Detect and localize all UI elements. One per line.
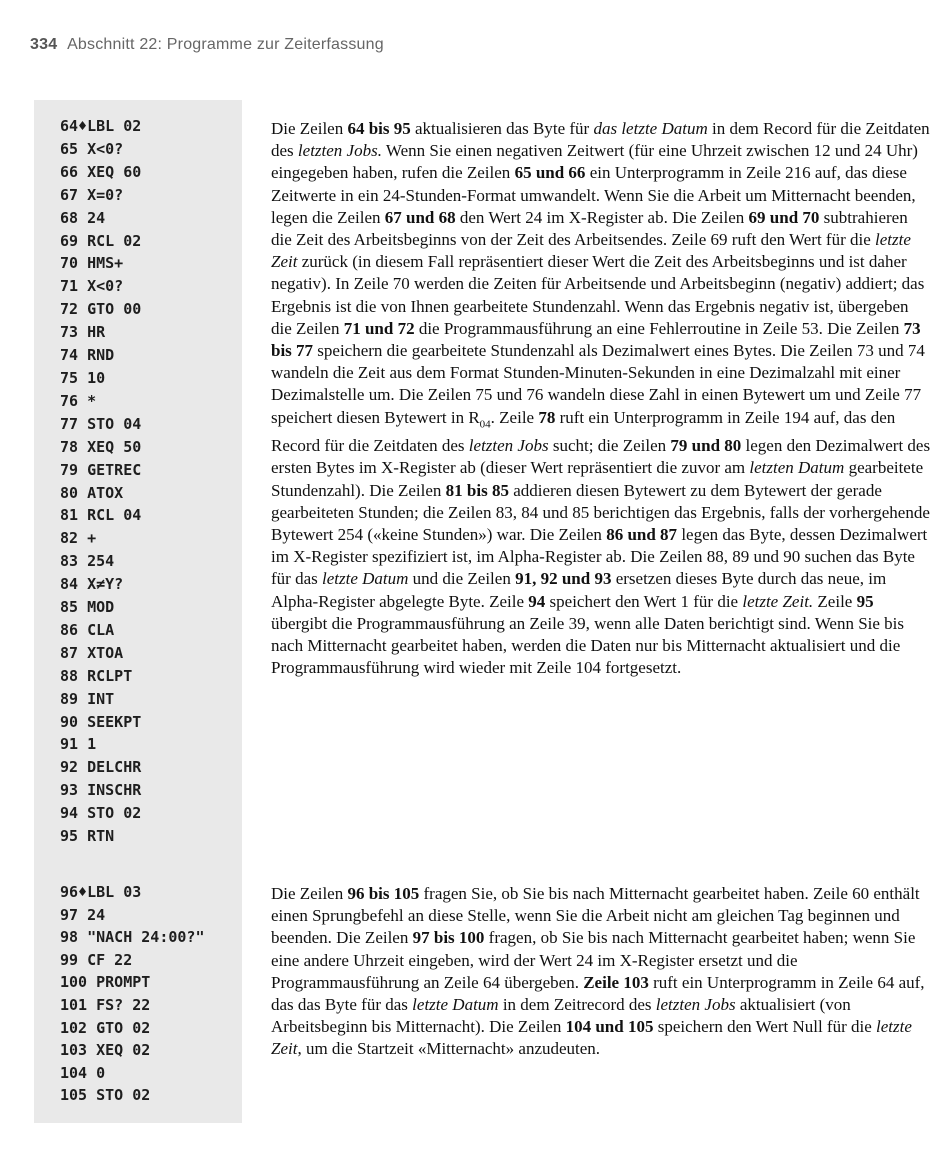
italic-text: letzte Zeit xyxy=(271,1017,912,1059)
text-run: speichert den Wert 1 für die xyxy=(545,591,743,611)
program-line: 64♦LBL 02 xyxy=(60,117,142,135)
program-line: 79 GETREC xyxy=(60,460,142,479)
program-line: 68 24 xyxy=(60,208,106,227)
text-run: addieren diesen Bytewert zu dem Bytewert der gerade gearbeiteten Stunden; die Zeilen 83, 84 und 85 berichtigen das Ergebnis, falls der vorhergehende Bytewert 254 («keine Stunden») war. Die Zeilen xyxy=(271,480,930,545)
text-run: ruft ein Unterprogramm in Zeile 64 auf, das das Byte für das xyxy=(271,972,925,1015)
text-run: speichern die gearbeitete Stundenzahl als Dezimalwert eines Bytes. Die Zeilen 73 und 74 wandeln die Zeit aus dem Format Stunden-Minuten-Sekunden in eine Dezimalzahl mit einer Dezimalstelle um. Die Zeilen 75 und 76 wandeln diese Zahl in einen Bytewert um und Zeile 77 speichert diesen Bytewert in R xyxy=(271,341,925,427)
italic-text: letzte Datum xyxy=(412,995,499,1015)
program-line: 76 * xyxy=(60,391,97,410)
program-line: 85 MOD xyxy=(60,598,115,617)
text-run: in dem Record für die Zeitdaten des xyxy=(271,119,930,161)
bold-text: 69 und 70 xyxy=(748,207,820,227)
text-run: aktualisieren das Byte für xyxy=(410,119,594,138)
program-line: 96♦LBL 03 xyxy=(60,883,142,901)
text-run: in dem Zeitrecord des xyxy=(498,995,656,1015)
text-run: zurück (in diesem Fall repräsentiert dieser Wert die Zeit des Arbeitsbeginns und ist daher negativ). In Zeile 70 werden die Zeiten für Arbeitsende und Arbeitsbeginn (negativ) addiert; das Ergebnis ist die von Ihnen gearbeitete Stundenzahl. Wenn das Ergebnis negativ ist, übergeben die Zeilen xyxy=(271,252,925,338)
program-line: 90 SEEKPT xyxy=(60,712,142,731)
program-line: 75 10 xyxy=(60,368,106,387)
bold-text: 91, 92 und 93 xyxy=(515,569,612,589)
bold-text: 65 und 66 xyxy=(514,163,586,183)
program-line: 99 CF 22 xyxy=(60,950,133,969)
bold-text: 64 bis 95 xyxy=(347,119,411,138)
program-line: 80 ATOX xyxy=(60,483,124,502)
program-line: 66 XEQ 60 xyxy=(60,162,142,181)
text-run: die Programmausführung an eine Fehlerroutine in Zeile 53. Die Zeilen xyxy=(414,318,904,338)
bold-text: 78 xyxy=(538,407,556,427)
program-line: 91 1 xyxy=(60,735,97,754)
text-run: Zeile xyxy=(813,591,857,611)
program-line: 98 "NACH 24:00?" xyxy=(60,928,205,947)
text-run: ein Unterprogramm in Zeile 216 auf, das diese Zeitwerte in ein 24-Stunden-Format umwandelt. Wenn Sie die Arbeit um Mitternacht beenden, legen die Zeilen xyxy=(271,163,916,227)
italic-text: das letzte Datum xyxy=(593,119,708,138)
program-line: 89 INT xyxy=(60,689,115,708)
program-line: 105 STO 02 xyxy=(60,1086,151,1105)
text-run: fragen, ob Sie bis nach Mitternacht gearbeitet haben; wenn Sie eine andere Uhrzeit eingeben, wird der Wert 24 im X-Register ersetzt und die Programmausführung an Zeile 64 übergeben. xyxy=(271,928,916,992)
program-line: 74 RND xyxy=(60,346,115,365)
program-line: 103 XEQ 02 xyxy=(60,1041,151,1060)
program-line: 72 GTO 00 xyxy=(60,300,142,319)
program-line: 94 STO 02 xyxy=(60,804,142,823)
italic-text: letzten Jobs xyxy=(468,436,549,456)
program-line: 93 INSCHR xyxy=(60,781,142,800)
program-line: 82 + xyxy=(60,529,97,548)
text-run: den Wert 24 im X-Register ab. Die Zeilen xyxy=(455,207,749,227)
page-number: 334 xyxy=(30,36,58,53)
italic-text: letzte Zeit. xyxy=(742,591,814,611)
text-run: übergibt die Programmausführung an Zeile 39, wenn alle Daten berichtigt sind. Wenn Sie bis nach Mitternacht gearbeitet haben, werden die Daten nur bis Mitternacht aktualisiert und die Programmausführung wird wieder mit Zeile 104 fortgesetzt. xyxy=(271,613,905,678)
program-line: 100 PROMPT xyxy=(60,973,151,992)
program-line: 86 CLA xyxy=(60,620,115,639)
explanation-paragraph-96-105 xyxy=(271,883,931,1061)
program-listing-lines-64-95 xyxy=(34,100,242,855)
text-run: ruft ein Unterprogramm in Zeile 194 auf, das den Record für die Zeitdaten des xyxy=(271,407,896,456)
program-line: 73 HR xyxy=(60,323,106,342)
bold-text: 104 und 105 xyxy=(565,1017,654,1037)
text-run: . Zeile xyxy=(490,407,539,427)
program-listing-lines-96-105 xyxy=(34,855,242,1123)
program-line: 65 X<0? xyxy=(60,139,124,158)
program-line: 69 RCL 02 xyxy=(60,231,142,250)
text-run: ersetzen dieses Byte durch das neue, im Alpha-Register abgelegte Byte. Zeile xyxy=(271,569,887,611)
italic-text: letzten Jobs. xyxy=(297,141,382,161)
bold-text: Zeile 103 xyxy=(583,972,649,992)
bold-text: 73 bis 77 xyxy=(271,318,921,361)
program-line: 83 254 xyxy=(60,552,115,571)
text-run: Die Zeilen xyxy=(271,884,348,903)
program-line: 70 HMS+ xyxy=(60,254,124,273)
program-line: 81 RCL 04 xyxy=(60,506,142,525)
text-run: , um die Startzeit «Mitternacht» anzudeuten. xyxy=(297,1039,601,1059)
section-title: Abschnitt 22: Programme zur Zeiterfassung xyxy=(67,36,384,53)
program-line: 101 FS? 22 xyxy=(60,995,151,1014)
program-line: 104 0 xyxy=(60,1063,106,1082)
text-run: legen das Byte, dessen Dezimalwert im X-Register spezifiziert ist, im Alpha-Register ab. Die Zeilen 88, 89 und 90 suchen das Byte für das xyxy=(271,525,928,589)
bold-text: 96 bis 105 xyxy=(347,884,420,903)
italic-text: letzte Zeit xyxy=(271,230,911,272)
text-run: legen den Dezimalwert des ersten Bytes im X-Register ab (dieser Wert repräsentiert die zuvor am xyxy=(271,436,931,478)
text-run: aktualisiert (von Arbeitsbeginn bis Mitternacht). Die Zeilen xyxy=(271,995,851,1037)
text-run: Die Zeilen xyxy=(271,119,348,138)
bold-text: 86 und 87 xyxy=(606,525,678,545)
italic-text: letzte Datum xyxy=(321,569,409,589)
text-run: und die Zeilen xyxy=(408,569,516,589)
bold-text: 97 bis 100 xyxy=(412,928,485,948)
bold-text: 71 und 72 xyxy=(343,318,415,338)
program-line: 67 X=0? xyxy=(60,185,124,204)
program-line: 77 STO 04 xyxy=(60,414,142,433)
program-line: 97 24 xyxy=(60,905,106,924)
text-run: subtrahieren die Zeit des Arbeitsbeginns von der Zeit des Arbeitsendes. Zeile 69 ruft den Wert für die xyxy=(271,207,908,250)
text-run: sucht; die Zeilen xyxy=(548,436,671,456)
italic-text: letzten Jobs xyxy=(655,995,736,1015)
italic-text: letzten Datum xyxy=(749,458,845,478)
program-line: 84 X≠Y? xyxy=(60,575,124,594)
program-line: 95 RTN xyxy=(60,827,115,846)
bold-text: 94 xyxy=(528,591,546,611)
bold-text: 81 bis 85 xyxy=(445,480,509,500)
bold-text: 67 und 68 xyxy=(384,207,456,227)
bold-text: 95 xyxy=(856,591,874,611)
bold-text: 79 und 80 xyxy=(670,436,742,456)
text-run: speichern den Wert Null für die xyxy=(653,1017,877,1037)
explanation-paragraph-64-95 xyxy=(271,118,931,679)
text-run: fragen Sie, ob Sie bis nach Mitternacht gearbeitet haben. Zeile 60 enthält einen Sprungbefehl an diese Stelle, wenn Sie die Arbeit nicht am gleichen Tag beginnen und beenden. Die Zeilen xyxy=(271,884,920,948)
program-line: 102 GTO 02 xyxy=(60,1018,151,1037)
program-line: 88 RCLPT xyxy=(60,666,133,685)
program-line: 87 XTOA xyxy=(60,643,124,662)
subscript-text: 04 xyxy=(479,418,491,431)
program-line: 78 XEQ 50 xyxy=(60,437,142,456)
program-line: 92 DELCHR xyxy=(60,758,142,777)
program-line: 71 X<0? xyxy=(60,277,124,296)
text-run: Wenn Sie einen negativen Zeitwert (für eine Uhrzeit zwischen 12 und 24 Uhr) eingegeben haben, rufen die Zeilen xyxy=(271,141,918,183)
page-header xyxy=(30,36,384,54)
text-run: gearbeitete Stundenzahl). Die Zeilen xyxy=(271,458,924,500)
